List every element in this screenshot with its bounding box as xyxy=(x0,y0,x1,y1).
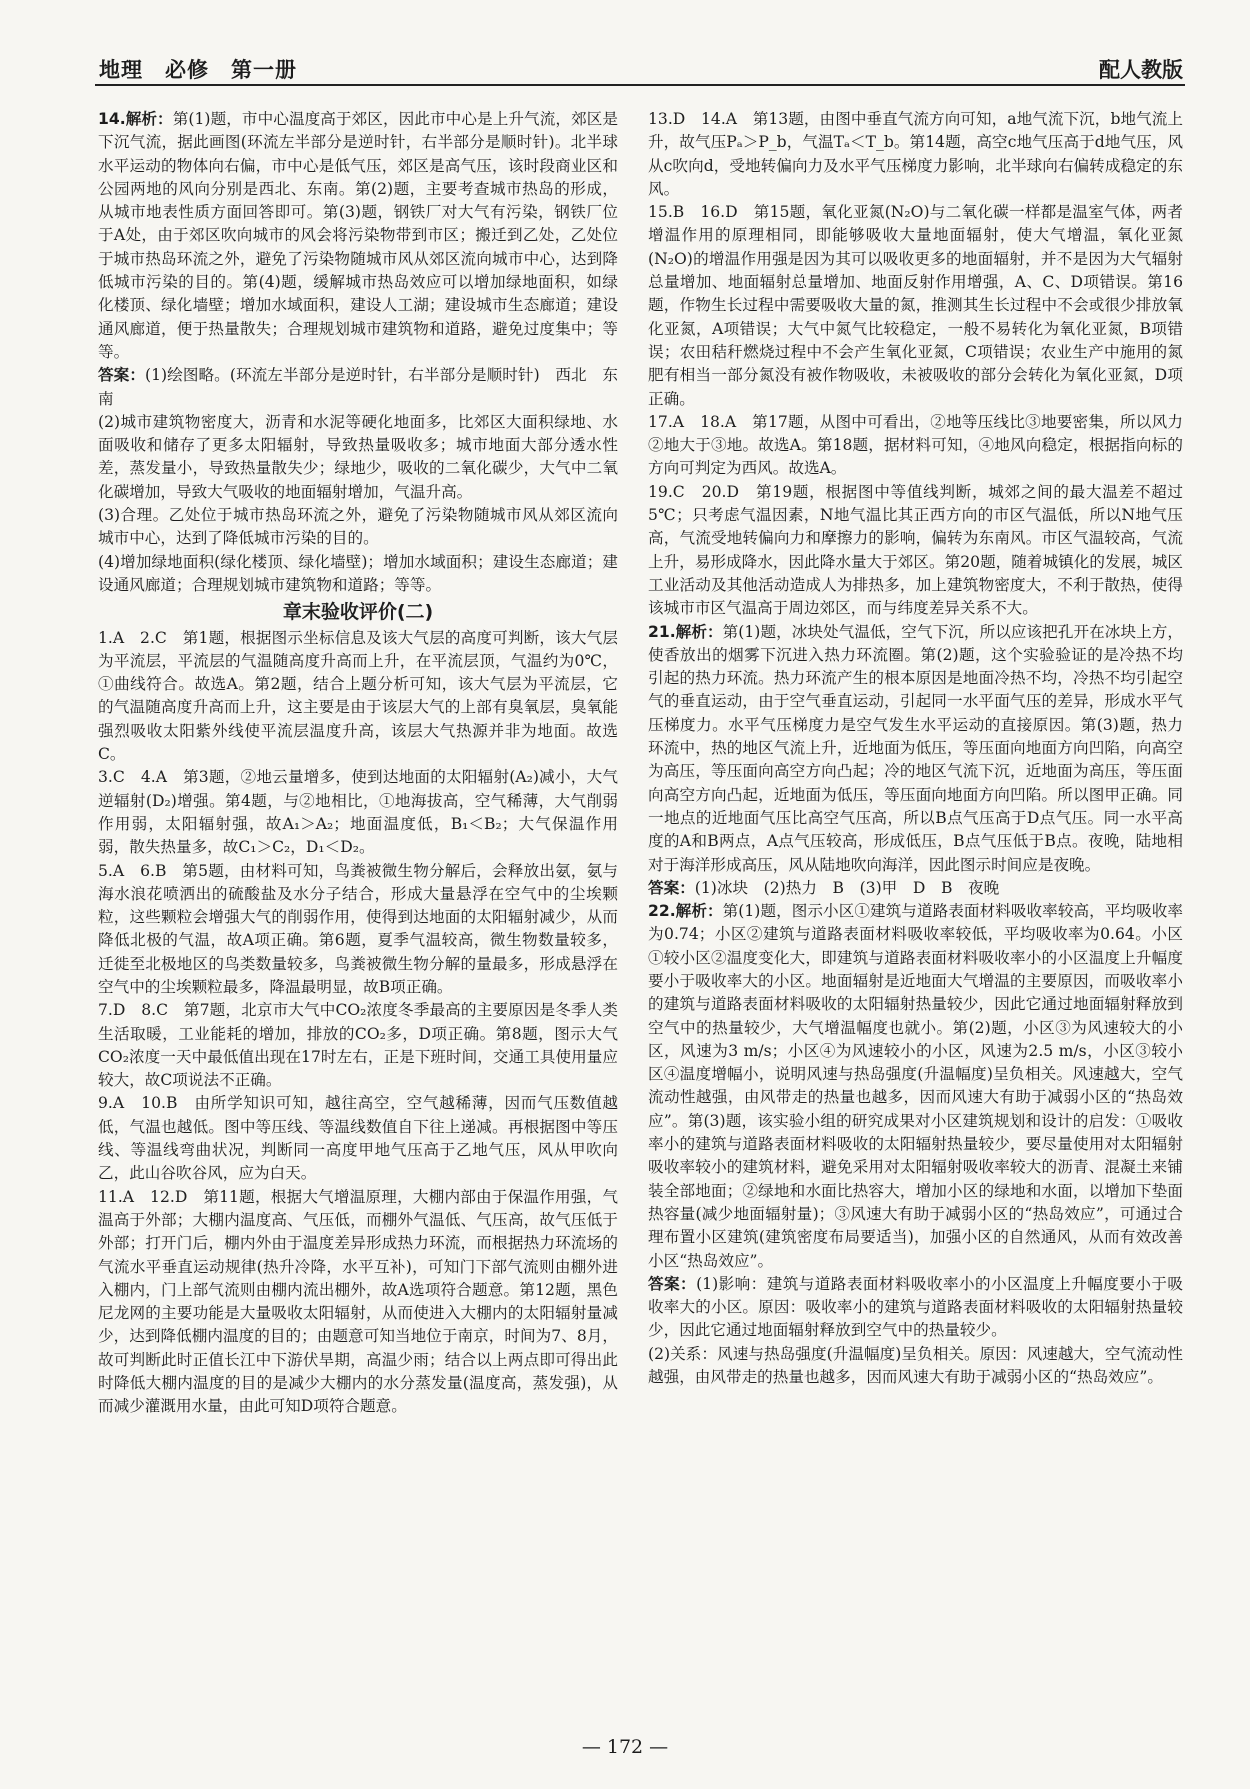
answer-item xyxy=(98,766,618,859)
item-text: (3)合理。乙处位于城市热岛环流之外，避免了污染物随城市风从郊区流向城市中心，达到了降低城市污染的目的。 xyxy=(98,506,618,548)
item-text: (1)影响：建筑与道路表面材料吸收率小的小区温度上升幅度要小于吸收率大的小区。原因：吸收率小的建筑与道路表面材料吸收的太阳辐射热量较少，因此它通过地面辐射释放到空气中的热量较少。 xyxy=(648,1274,1183,1340)
answer-item xyxy=(648,201,1183,411)
answer-item xyxy=(98,108,618,364)
item-lead: 21.解析： xyxy=(648,622,723,641)
item-text: 13.D 14.A 第13题，由图中垂直气流方向可知，a地气流下沉，b地气流上升，故气压Pₐ＞P_b，气温Tₐ＜T_b。第14题，高空c地气压高于d地气压，风从c吹向d，受地转偏向力及水平气压梯度力影响，北半球向右偏转成稳定的东风。 xyxy=(648,110,1183,198)
item-text: 第(1)题，图示小区①建筑与道路表面材料吸收率较高，平均吸收率为0.74；小区②建筑与道路表面材料吸收率较低，平均吸收率为0.64。小区①较小区②温度变化大，即建筑与道路表面材料吸收率小的小区温度上升幅度要小于吸收率大的小区。地面辐射是近地面大气增温的主要原因，而吸收率小的建筑与道路表面材料吸收的太阳辐射热量较少，因此它通过地面辐射释放到空气中的热量较少，大气增温幅度也就小。第(2)题，小区③为风速较大的小区，风速为3 m/s；小区④为风速较小的小区，风速为2.5 m/s，小区③较小区④温度增幅小，说明风速与热岛强度(升温幅度)呈负相关。风速越大，空气流动性越强，由风带走的热量也越多，因而风速大有助于减弱小区的“热岛效应”。第(3)题，该实验小组的研究成果对小区建筑规划和设计的启发：①吸收率小的建筑与道路表面材料吸收的太阳辐射热量较少，要尽量使用对太阳辐射吸收率较小的建筑材料，避免采用对太阳辐射吸收率较大的沥青、混凝土来铺装全部地面；②绿地和水面比热容大，增加小区的绿地和水面，以增加下垫面热容量(减少地面辐射量)；③风速大有助于减弱小区的“热岛效应”，可通过合理布置小区建筑(建筑密度布局要适当)，加强小区的自然通风，从而有效改善小区“热岛效应”。 xyxy=(648,902,1183,1270)
edition-label: 配人教版 xyxy=(1099,58,1183,82)
item-text: 19.C 20.D 第19题，根据图中等值线判断，城郊之间的最大温差不超过5℃；只考虑气温因素，N地气温比其正西方向的市区气温低，所以N地气压高，气流受地转偏向力和摩擦力的影响，偏转为东南风。市区气温较高，气流上升，易形成降水，因此降水量大于郊区。第20题，随着城镇化的发展，城区工业活动及其他活动造成人为排热多，加上建筑物密度大，不利于散热，使得该城市市区气温高于周边郊区，而与纬度差异关系不大。 xyxy=(648,482,1183,618)
item-text: 17.A 18.A 第17题，从图中可看出，②地等压线比③地要密集，所以风力②地大于③地。故选A。第18题，据材料可知，④地风向稳定，根据指向标的方向可判定为西风。故选A。 xyxy=(648,412,1183,478)
answer-item xyxy=(98,364,618,411)
item-text: 15.B 16.D 第15题，氧化亚氮(N₂O)与二氧化碳一样都是温室气体，两者增温作用的原理相同，即能够吸收大量地面辐射，使大气增温，氧化亚氮(N₂O)的增温作用强是因为其可以吸收更多的地面辐射，并不是因为大气辐射总量增加、地面辐射总量增加、地面反射作用增强，A、C、D项错误。第16题，作物生长过程中需要吸收大量的氮，推测其生长过程中不会或很少排放氧化亚氮，A项错误；大气中氮气比较稳定，一般不易转化为氧化亚氮，B项错误；农田秸秆燃烧过程中不会产生氧化亚氮，C项错误；农业生产中施用的氮肥有相当一部分氮没有被作物吸收，未被吸收的部分会转化为氧化亚氮，D项正确。 xyxy=(648,203,1183,408)
item-text: 7.D 8.C 第7题，北京市大气中CO₂浓度冬季最高的主要原因是冬季人类生活取暖，工业能耗的增加，排放的CO₂多，D项正确。第8题，图示大气CO₂浓度一天中最低值出现在17时左右，正是下班时间，交通工具使用量应较大，故C项说法不正确。 xyxy=(98,1001,618,1090)
item-lead: 答案： xyxy=(648,878,695,897)
answer-item xyxy=(648,877,1183,900)
item-lead: 答案： xyxy=(648,1274,697,1293)
item-text: (1)冰块 (2)热力 B (3)甲 D B 夜晚 xyxy=(694,878,1000,897)
answer-item xyxy=(648,1273,1183,1343)
answer-item xyxy=(648,900,1183,1273)
page-number: — 172 — xyxy=(581,1736,669,1758)
item-text: 3.C 4.A 第3题，②地云量增多，使到达地面的太阳辐射(A₂)减小，大气逆辐射(D₂)增强。第4题，与②地相比，①地海拔高，空气稀薄，大气削弱作用弱，太阳辐射强，故A₁＞A₂；地面温度低，B₁＜B₂；大气保温作用弱，散失热量多，故C₁＞C₂，D₁＜D₂。 xyxy=(98,768,618,857)
item-lead: 答案： xyxy=(98,366,145,385)
answer-paragraph xyxy=(648,1343,1183,1390)
item-text: 第(1)题，市中心温度高于郊区，因此市中心是上升气流，郊区是下沉气流，据此画图(环流左半部分是逆时针，右半部分是顺时针)。北半球水平运动的物体向右偏，市中心是低气压，郊区是高气压，该时段商业区和公园两地的风向分别是西北、东南。第(2)题，主要考查城市热岛的形成，从城市地表性质方面回答即可。第(3)题，钢铁厂对大气有污染，钢铁厂位于A处，由于郊区吹向城市的风会将污染物带到市区；搬迁到乙处，乙处位于城市热岛环流之外，避免了污染物随城市风从郊区流向城市中心，达到降低城市污染的目的。第(4)题，缓解城市热岛效应可以增加绿地面积，如绿化楼顶、绿化墙壁；增加水域面积，建设人工湖；建设城市生态廊道；建设通风廊道，便于热量散失；合理规划城市建筑物和道路，避免过度集中；等等。 xyxy=(98,110,619,361)
item-text: 11.A 12.D 第11题，根据大气增温原理，大棚内部由于保温作用强，气温高于外部；大棚内温度高、气压低，而棚外气温低、气压高，故气压低于外部；打开门后，棚内外由于温度差异形成热力环流，而根据热力环流场的气流水平垂直运动规律(热升冷降，水平互补)，可知门下部气流则由棚外进入棚内，门上部气流则由棚内流出棚外，故A选项符合题意。第12题，黑色尼龙网的主要功能是大量吸收太阳辐射，从而使进入大棚内的太阳辐射量减少，达到降低棚内温度的目的；由题意可知当地位于南京，时间为7、8月，故可判断此时正值长江中下游伏旱期，高温少雨；结合以上两点即可得出此时降低大棚内温度的目的是减少大棚内的水分蒸发量(温度高，蒸发强)，从而减少灌溉用水量，由此可知D项符合题意。 xyxy=(98,1187,618,1416)
item-lead: 14.解析： xyxy=(98,110,173,128)
answer-item xyxy=(98,627,618,767)
page-header xyxy=(95,52,1185,86)
answer-item xyxy=(648,621,1183,877)
book-title: 地理 必修 第一册 xyxy=(99,58,297,82)
item-text: (2)关系：风速与热岛强度(升温幅度)呈负相关。原因：风速越大，空气流动性越强，由风带走的热量也越多，因而风速大有助于减弱小区的“热岛效应”。 xyxy=(648,1344,1183,1387)
item-text: 1.A 2.C 第1题，根据图示坐标信息及该大气层的高度可判断，该大气层为平流层，平流层的气温随高度升高而上升，在平流层顶，气温约为0℃，①曲线符合。故选A。第2题，结合上题分析可知，该大气层为平流层，它的气温随高度升高而上升，这主要是由于该层大气的上部有臭氧层，臭氧能强烈吸收太阳紫外线使平流层温度升高，该层大气热源并非为地面。故选C。 xyxy=(98,628,618,764)
answer-paragraph xyxy=(98,504,618,551)
item-text: (4)增加绿地面积(绿化楼顶、绿化墙壁)；增加水域面积；建设生态廊道；建设通风廊道；合理规划城市建筑物和道路；等等。 xyxy=(98,552,618,594)
answer-item xyxy=(98,999,618,1092)
item-text: (1)绘图略。(环流左半部分是逆时针，右半部分是顺时针) 西北 东南 xyxy=(98,366,618,408)
item-text: 9.A 10.B 由所学知识可知，越往高空，空气越稀薄，因而气压数值越低，气温也越低。图中等压线、等温线数值自下往上递减。再根据图中等压线、等温线弯曲状况，判断同一高度甲地气压高于乙地气压，风从甲吹向乙，此山谷吹谷风，应为白天。 xyxy=(98,1094,618,1183)
answer-item xyxy=(98,1186,618,1419)
section-title: 章末验收评价(二) xyxy=(282,601,434,624)
answer-item xyxy=(648,481,1183,621)
right-column xyxy=(648,108,1183,1389)
answer-item xyxy=(98,860,618,1000)
item-lead: 22.解析： xyxy=(648,902,723,921)
answer-paragraph xyxy=(98,411,618,504)
answer-item xyxy=(648,411,1183,481)
answer-item xyxy=(98,1092,618,1185)
item-text: (2)城市建筑物密度大，沥青和水泥等硬化地面多，比郊区大面积绿地、水面吸收和储存了更多太阳辐射，导致热量吸收多；城市地面大部分透水性差，蒸发量小，导致热量散失少；绿地少，吸收的二氧化碳少，大气中二氧化碳增加，导致大气吸收的地面辐射增加，气温升高。 xyxy=(98,412,618,501)
item-text: 5.A 6.B 第5题，由材料可知，鸟粪被微生物分解后，会释放出氨，氨与海水浪花喷洒出的硫酸盐及水分子结合，形成大量悬浮在空气中的尘埃颗粒，这些颗粒会增强大气的削弱作用，使得到达地面的太阳辐射减少，从而降低北极的气温，故A项正确。第6题，夏季气温较高，微生物数量较多，迁徙至北极地区的鸟类数量较多，鸟粪被微生物分解的量最多，形成悬浮在空气中的尘埃颗粒最多，降温最明显，故B项正确。 xyxy=(98,861,618,996)
answer-item xyxy=(648,108,1183,201)
item-text: 第(1)题，冰块处气温低，空气下沉，所以应该把孔开在冰块上方，使香放出的烟雾下沉进入热力环流圈。第(2)题，这个实验验证的是冷热不均引起的热力环流。热力环流产生的根本原因是地面冷热不均，冷热不均引起空气的垂直运动，由于空气垂直运动，引起同一水平面气压的差异，形成水平气压梯度力。水平气压梯度力是空气发生水平运动的直接原因。第(3)题，热力环流中，热的地区气流上升，近地面为低压，等压面向地面方向凹陷，向高空为高压，等压面向高空方向凸起；冷的地区气流下沉，近地面为高压，等压面向高空方向凸起，近地面为低压，等压面向地面方向凹陷。所以图甲正确。同一地点的近地面气压比高空气压高，所以B点气压高于D点气压。同一水平高度的A和B两点，A点气压较高，形成低压，B点气压低于B点。夜晚，陆地相对于海洋形成高压，风从陆地吹向海洋，因此图示时间应是夜晚。 xyxy=(648,622,1183,874)
left-column xyxy=(98,108,618,1419)
answer-paragraph xyxy=(98,551,618,598)
